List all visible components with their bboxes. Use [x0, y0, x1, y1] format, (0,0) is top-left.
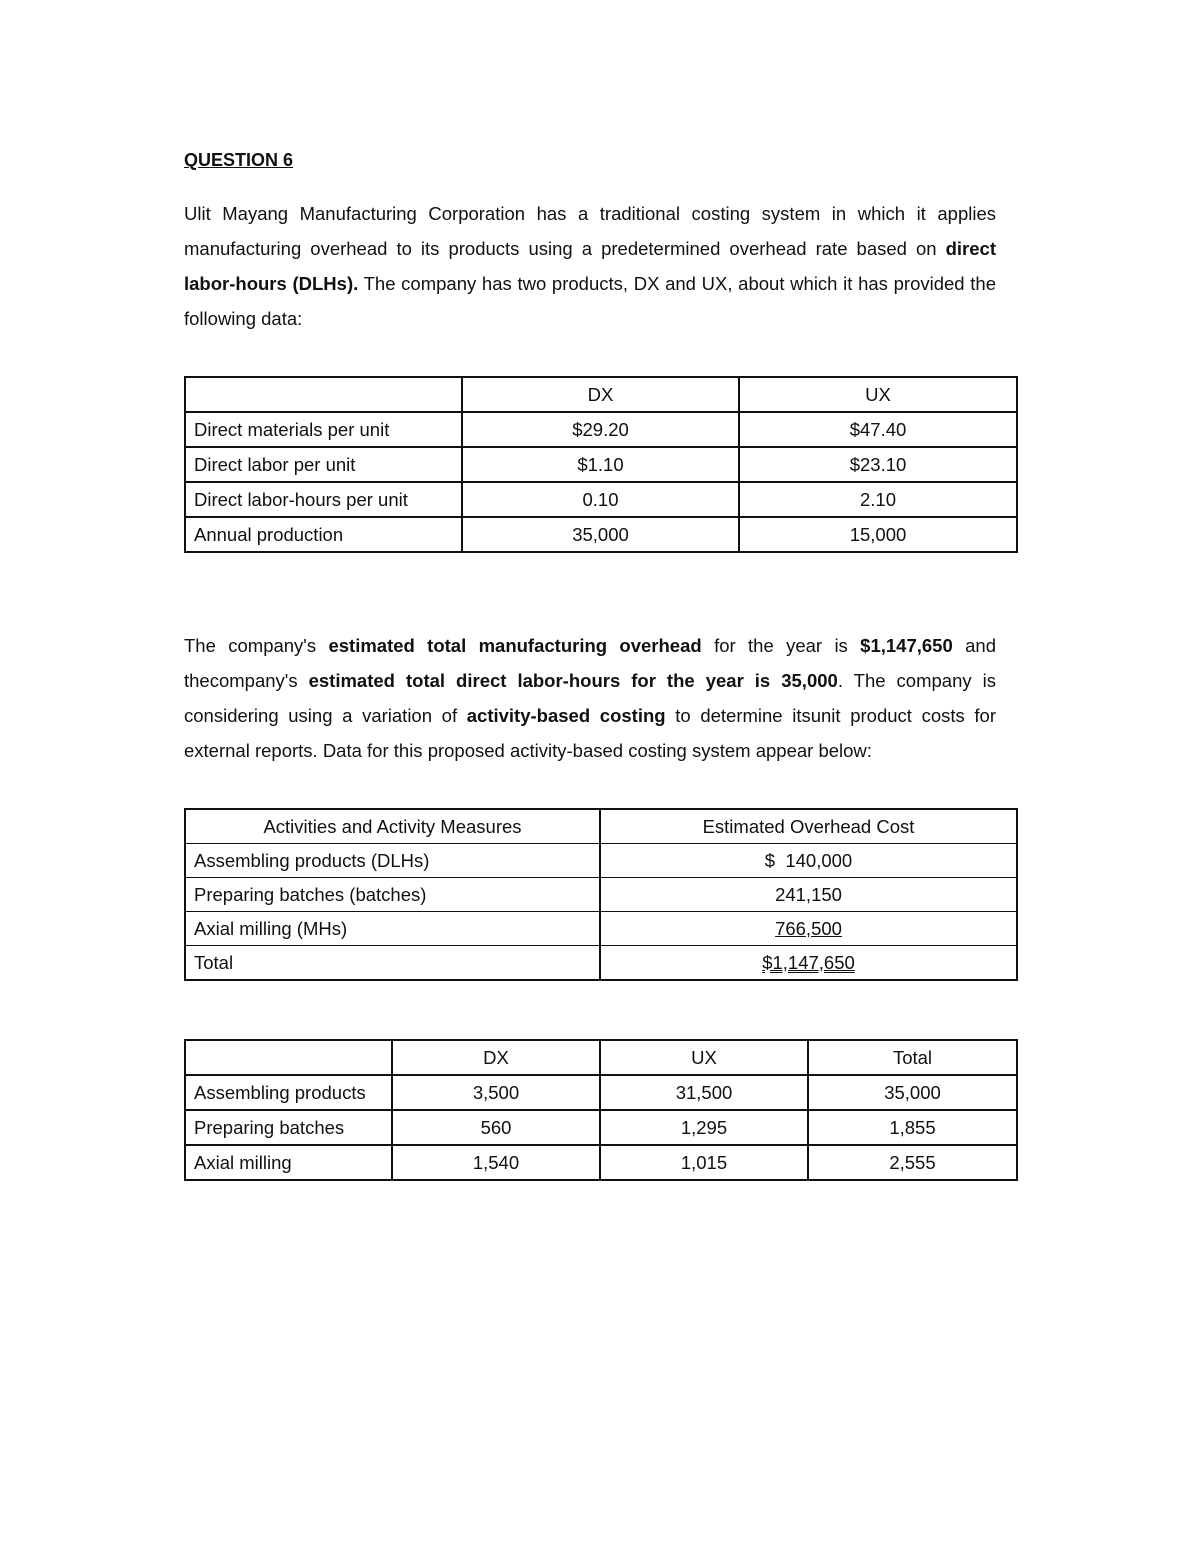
table-row: [185, 1145, 1017, 1180]
table-cell: 1,295: [600, 1110, 808, 1145]
row-label: Assembling products (DLHs): [185, 844, 600, 878]
table-header-row: [185, 377, 1017, 412]
intro-bold-dlh: direct labor-hours (DLHs).: [184, 238, 996, 294]
table-cell: 2,555: [808, 1145, 1017, 1180]
table-row: [185, 447, 1017, 482]
table-cell: 3,500: [392, 1075, 600, 1110]
row-label: Axial milling (MHs): [185, 912, 600, 946]
table-row: [185, 517, 1017, 552]
table-cell: 15,000: [739, 517, 1017, 552]
row-label: Preparing batches (batches): [185, 878, 600, 912]
abc-bold-abc: activity-based costing: [466, 705, 666, 726]
abc-bold-overhead: estimated total manufacturing overhead: [328, 635, 702, 656]
table-header-cell: UX: [600, 1040, 808, 1075]
intro-paragraph: [184, 196, 996, 336]
table-cell: 1,540: [392, 1145, 600, 1180]
row-label: Direct materials per unit: [185, 412, 462, 447]
abc-bold-dlh: estimated total direct labor-hours for the year is 35,000: [308, 670, 838, 691]
table-cell: $47.40: [739, 412, 1017, 447]
table-header-cell: Activities and Activity Measures: [185, 809, 600, 844]
abc-text-2: for the year is: [701, 635, 861, 656]
product-data-table: [184, 376, 1018, 553]
table-cell: 35,000: [462, 517, 739, 552]
table-header-cell: DX: [392, 1040, 600, 1075]
intro-text-2: The company has two products, DX and UX, about which it has provided the following data:: [184, 273, 996, 329]
table-header-cell: Estimated Overhead Cost: [600, 809, 1017, 844]
table-cell: $1.10: [462, 447, 739, 482]
table-cell: $29.20: [462, 412, 739, 447]
table-row: [185, 1110, 1017, 1145]
row-label: Direct labor per unit: [185, 447, 462, 482]
table-cell: 560: [392, 1110, 600, 1145]
question-title: QUESTION 6: [184, 150, 294, 170]
abc-bold-amount: $1,147,650: [860, 635, 953, 656]
table-cell: 1,855: [808, 1110, 1017, 1145]
row-label: Preparing batches: [185, 1110, 392, 1145]
abc-text-3: and thecompany's: [184, 635, 996, 691]
table-cell: 241,150: [600, 878, 1017, 912]
row-label: Total: [185, 946, 600, 981]
table-row: [185, 1075, 1017, 1110]
table-cell: 31,500: [600, 1075, 808, 1110]
total-cost-value: $1,147,650: [762, 951, 855, 973]
row-label: Annual production: [185, 517, 462, 552]
table-row: [185, 946, 1017, 981]
table-row: [185, 482, 1017, 517]
row-label: Direct labor-hours per unit: [185, 482, 462, 517]
table-header-cell: [185, 1040, 392, 1075]
abc-text-4: . The company is considering using a variation of: [184, 670, 996, 726]
table-header-cell: UX: [739, 377, 1017, 412]
row-label: Axial milling: [185, 1145, 392, 1180]
abc-paragraph: [184, 628, 996, 768]
table-row: [185, 878, 1017, 912]
table-cell: $23.10: [739, 447, 1017, 482]
table-header-cell: DX: [462, 377, 739, 412]
table-cell: 1,015: [600, 1145, 808, 1180]
abc-text-1: The company's: [184, 635, 329, 656]
table-cell: [600, 946, 1017, 981]
table-row: [185, 412, 1017, 447]
table-header-row: [185, 809, 1017, 844]
cost-value-underlined: 766,500: [775, 917, 842, 939]
table-header-cell: [185, 377, 462, 412]
row-label: Assembling products: [185, 1075, 392, 1110]
table-row: [185, 912, 1017, 946]
table-cell: [600, 912, 1017, 946]
table-cell: 35,000: [808, 1075, 1017, 1110]
abc-text-5: to determine itsunit product costs for external reports. Data for this proposed activity-based costing system appear below:: [184, 705, 996, 761]
activity-usage-table: [184, 1039, 1018, 1181]
table-cell: 0.10: [462, 482, 739, 517]
table-header-cell: Total: [808, 1040, 1017, 1075]
table-header-row: [185, 1040, 1017, 1075]
table-cell: 2.10: [739, 482, 1017, 517]
cost-value: $ 140,000: [764, 849, 853, 871]
activity-cost-table: [184, 808, 1018, 981]
table-cell: [600, 844, 1017, 878]
table-row: [185, 844, 1017, 878]
intro-text-1: Ulit Mayang Manufacturing Corporation has a traditional costing system in which it applies manufacturing overhead to its products using a predetermined overhead rate based on: [184, 203, 996, 259]
